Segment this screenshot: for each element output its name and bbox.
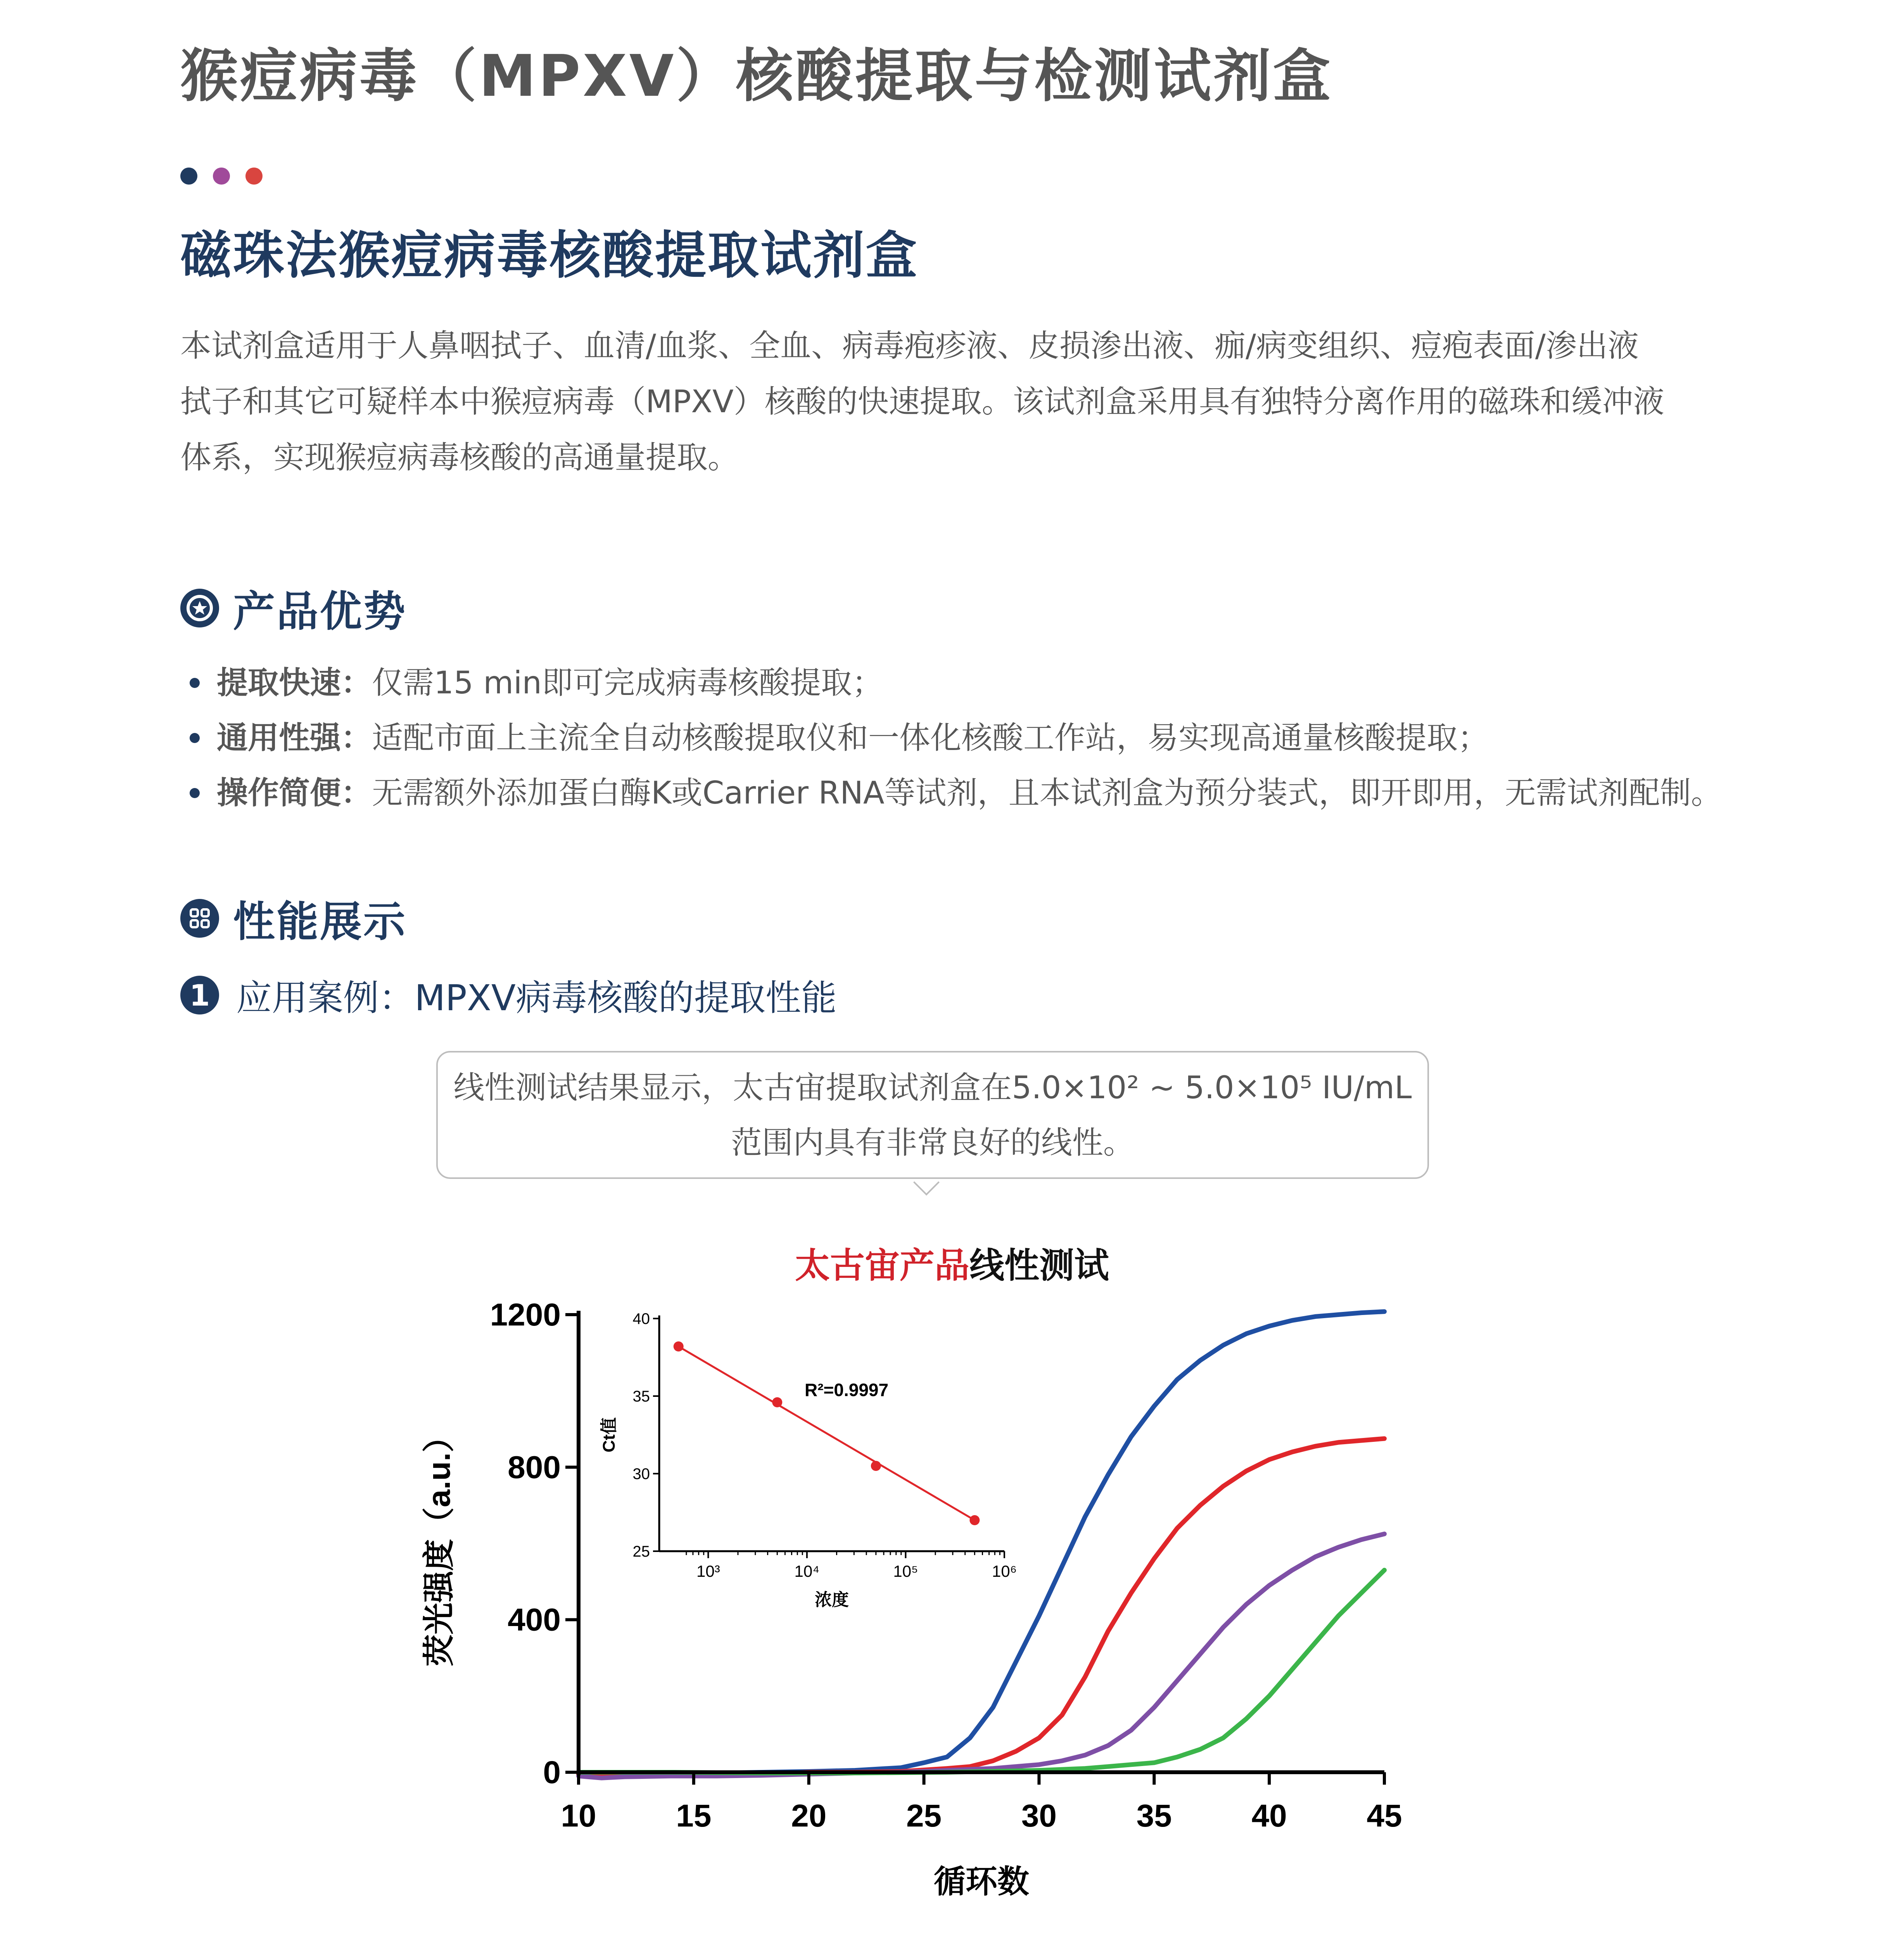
x-tick-label: 45	[1367, 1798, 1402, 1834]
advantage-key: 通用性强：	[217, 720, 372, 756]
description-line: 本试剂盒适用于人鼻咽拭子、血清/血浆、全血、病毒疱疹液、皮损渗出液、痂/病变组织、痘疱表面/渗出液	[180, 328, 1639, 364]
case-title: 应用案例：MPXV病毒核酸的提取性能	[236, 977, 837, 1019]
inset-data-point	[772, 1397, 782, 1407]
inset-x-tick-label: 10⁶	[992, 1562, 1017, 1580]
dot-red	[245, 168, 263, 185]
y-tick-label: 400	[508, 1602, 561, 1638]
dot-purple	[213, 168, 230, 185]
callout-box	[436, 1051, 1429, 1179]
y-axis-label: 荧光强度（a.u.）	[422, 1421, 457, 1666]
advantages-list	[180, 655, 1809, 821]
inset-data-point	[871, 1461, 881, 1471]
x-tick-label: 20	[791, 1798, 827, 1834]
performance-heading-label: 性能展示	[233, 898, 407, 946]
grid-icon	[180, 899, 219, 938]
advantage-text: 无需额外添加蛋白酶K或Carrier RNA等试剂，且本试剂盒为预分装式，即开即用，无需试剂配制。	[372, 775, 1722, 811]
inset-data-point	[674, 1341, 684, 1351]
case-number-badge: 1	[180, 976, 219, 1014]
amplification-chart	[0, 1280, 1904, 1920]
callout-line: 线性测试结果显示，太古宙提取试剂盒在5.0×10² ~ 5.0×10⁵ IU/mL	[453, 1070, 1412, 1106]
description-line: 拭子和其它可疑样本中猴痘病毒（MPXV）核酸的快速提取。该试剂盒采用具有独特分离作用的磁珠和缓冲液	[180, 384, 1664, 420]
figure-caption	[0, 1935, 1904, 1939]
x-tick-label: 30	[1021, 1798, 1057, 1834]
chart-title-rest: 线性测试	[969, 1245, 1109, 1286]
x-tick-label: 40	[1251, 1798, 1287, 1834]
decorative-dots	[180, 168, 263, 186]
inset-y-axis-label: Ct值	[600, 1417, 619, 1453]
x-tick-label: 10	[561, 1798, 596, 1834]
performance-heading	[180, 888, 407, 948]
x-tick-label: 35	[1136, 1798, 1172, 1834]
dot-navy	[180, 168, 197, 185]
list-item	[180, 766, 1809, 821]
series-line-4	[579, 1570, 1384, 1773]
list-item	[180, 710, 1809, 766]
advantage-text: 仅需15 min即可完成病毒核酸提取；	[372, 665, 883, 701]
inset-y-tick-label: 30	[632, 1465, 650, 1483]
advantages-heading	[180, 578, 407, 638]
inset-x-tick-label: 10⁴	[794, 1562, 820, 1580]
advantage-text: 适配市面上主流全自动核酸提取仪和一体化核酸工作站，易实现高通量核酸提取；	[372, 720, 1489, 756]
x-tick-label: 15	[676, 1798, 712, 1834]
y-tick-label: 0	[543, 1755, 561, 1790]
x-tick-label: 25	[906, 1798, 942, 1834]
inset-annotation: R²=0.9997	[805, 1380, 889, 1400]
advantage-key: 操作简便：	[217, 775, 372, 811]
inset-x-axis-label: 浓度	[815, 1590, 849, 1609]
x-axis-label: 循环数	[933, 1864, 1030, 1899]
product-title: 磁珠法猴痘病毒核酸提取试剂盒	[180, 226, 919, 285]
inset-fit-line	[679, 1346, 975, 1520]
bullet-icon	[190, 788, 200, 798]
chart-title-brand: 太古宙产品	[795, 1245, 969, 1286]
inset-x-tick-label: 10⁵	[893, 1562, 918, 1580]
bullet-icon	[190, 733, 200, 743]
inset-y-tick-label: 35	[632, 1388, 650, 1405]
callout-line: 范围内具有非常良好的线性。	[731, 1125, 1134, 1161]
description-line: 体系，实现猴痘病毒核酸的高通量提取。	[180, 439, 739, 475]
star-badge-icon	[180, 589, 219, 627]
inset-y-tick-label: 40	[632, 1310, 650, 1327]
y-tick-label: 1200	[490, 1297, 561, 1332]
page-title: 猴痘病毒（MPXV）核酸提取与检测试剂盒	[180, 43, 1333, 109]
advantages-heading-label: 产品优势	[233, 588, 407, 636]
product-description	[180, 318, 1731, 486]
case-heading	[180, 970, 837, 1021]
list-item	[180, 655, 1809, 710]
y-tick-label: 800	[508, 1450, 561, 1485]
bullet-icon	[190, 678, 200, 688]
inset-x-tick-label: 10³	[696, 1562, 720, 1580]
inset-data-point	[969, 1515, 980, 1525]
advantage-key: 提取快速：	[217, 665, 372, 701]
inset-y-tick-label: 25	[632, 1543, 650, 1560]
